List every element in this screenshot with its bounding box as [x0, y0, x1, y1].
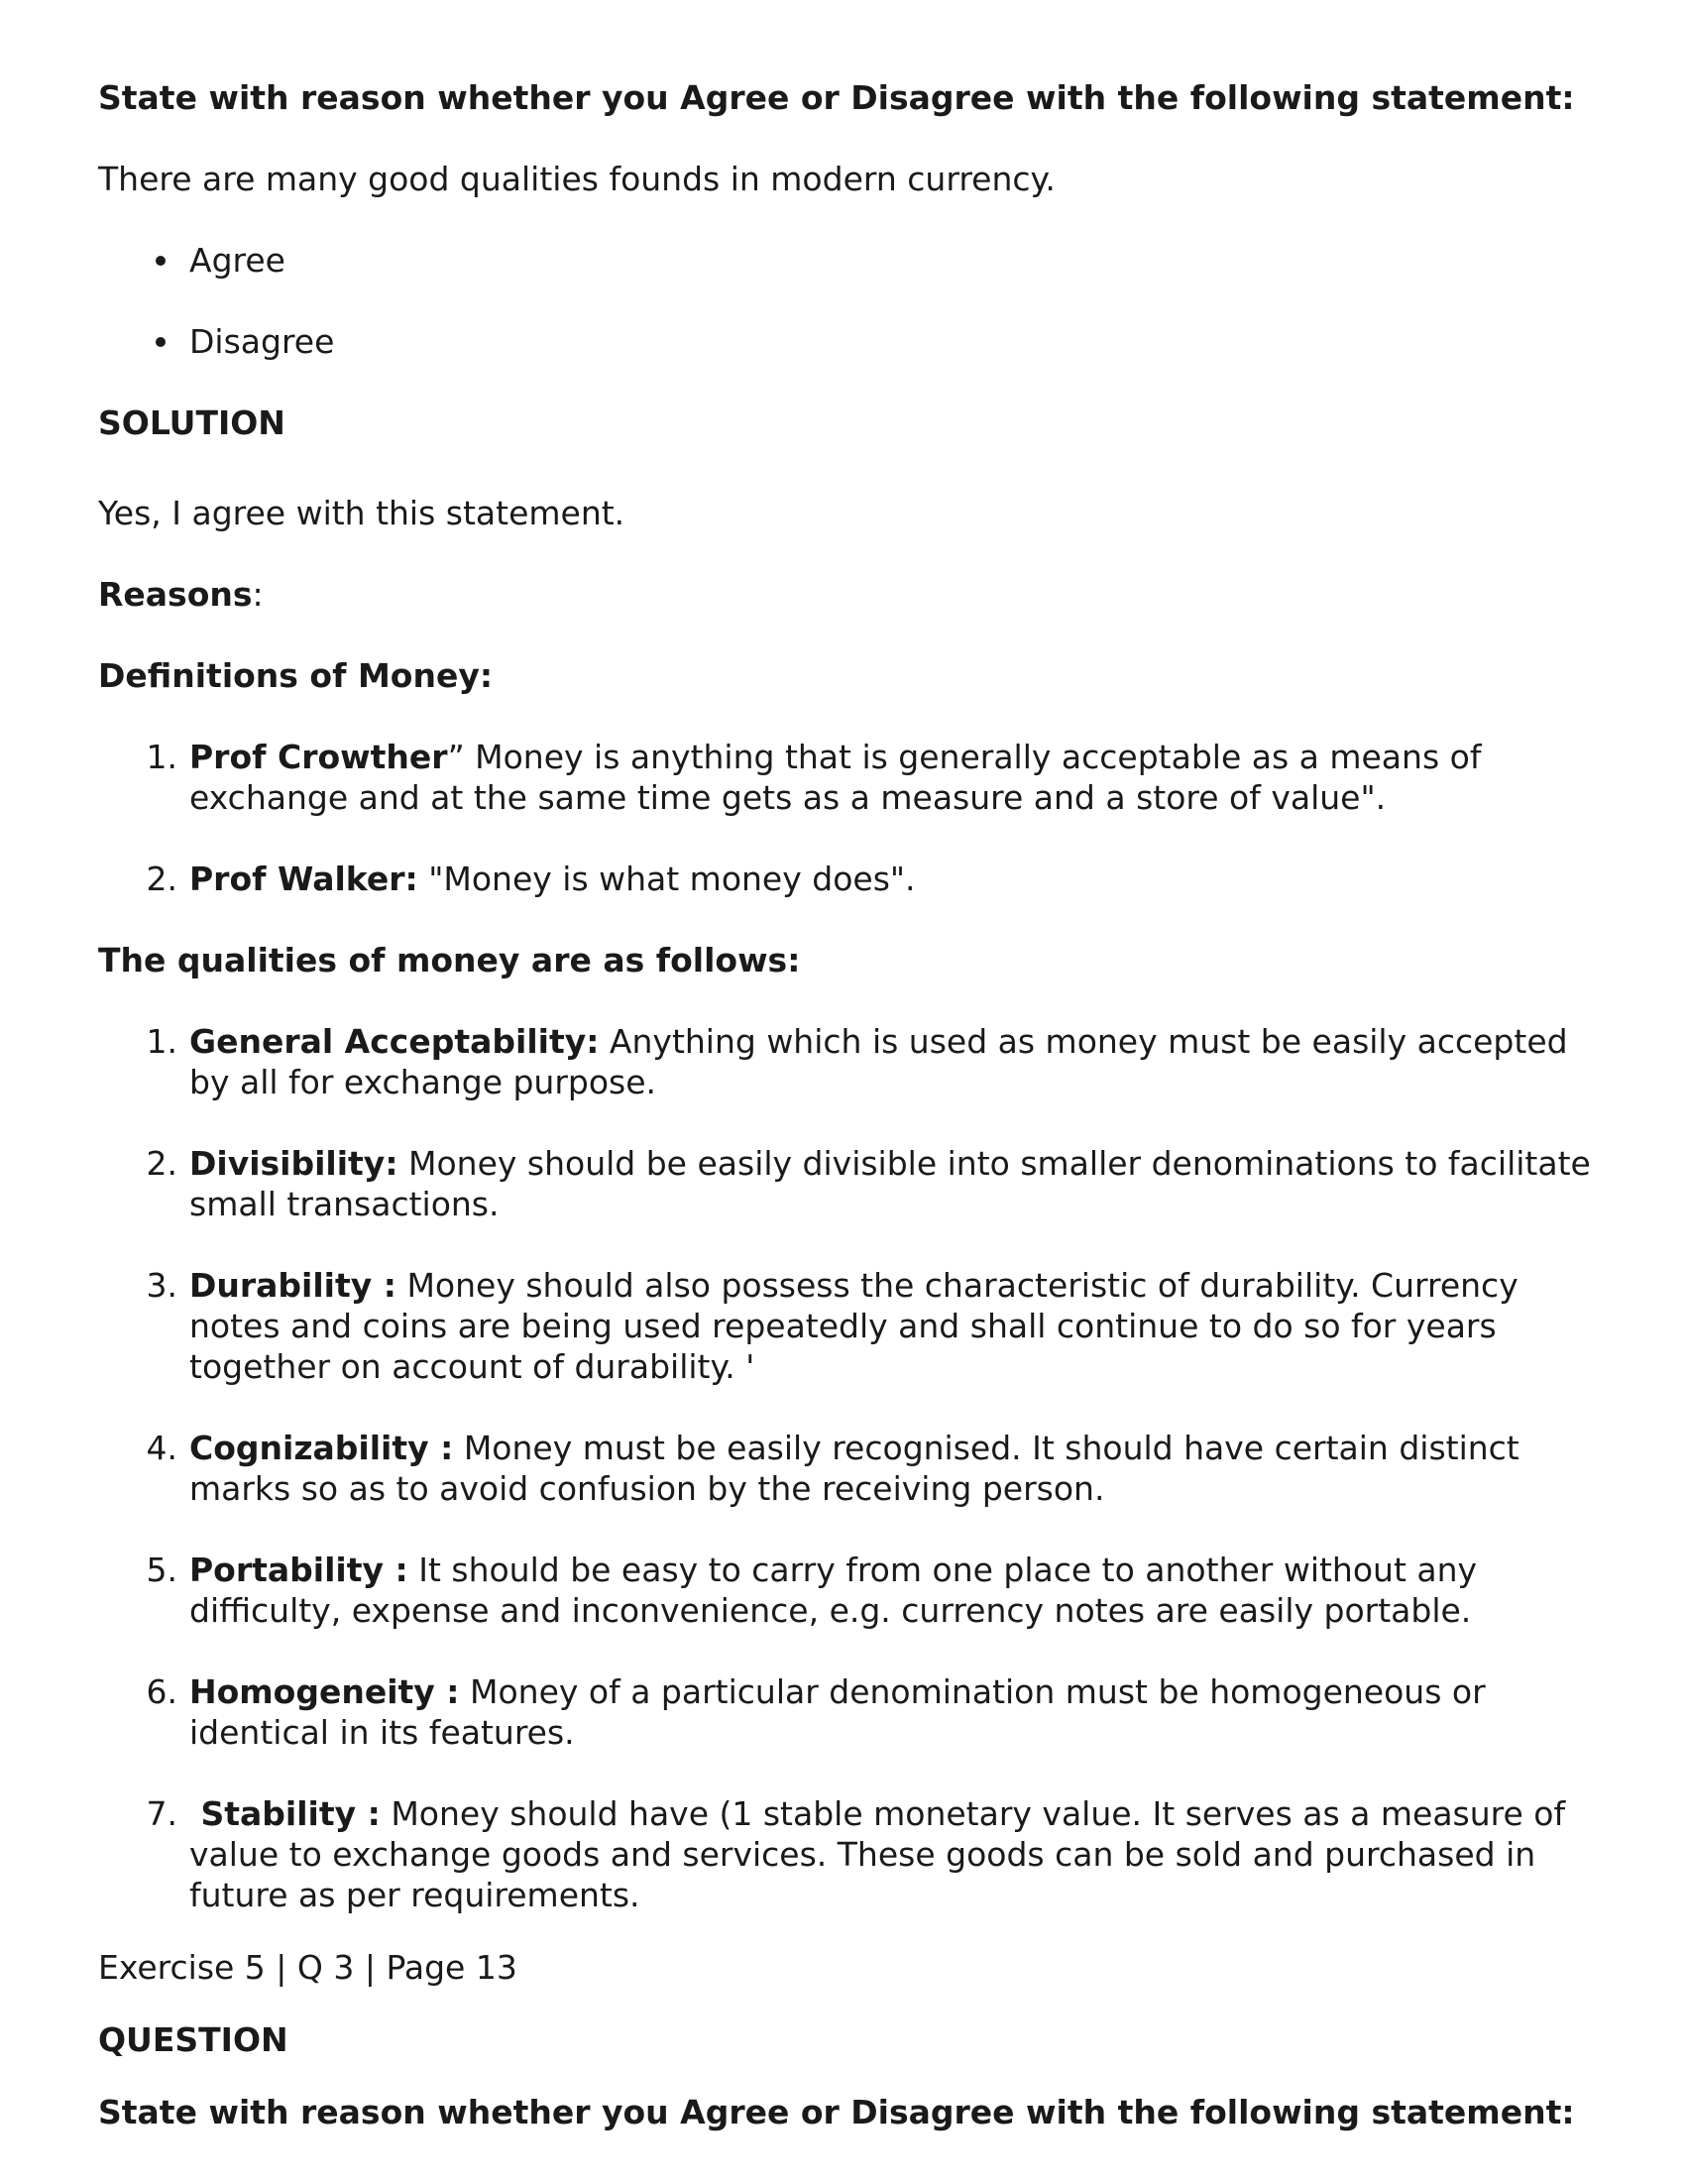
definition-term: Prof Walker:	[189, 860, 418, 898]
question-header: State with reason whether you Agree or Disagree with the following statement:	[98, 78, 1575, 117]
solution-label: SOLUTION	[98, 403, 285, 442]
list-number: 4.	[146, 1429, 177, 1467]
list-number: 1.	[146, 738, 177, 776]
qualities-list	[98, 1021, 1595, 1915]
document-page	[98, 77, 1595, 2132]
quality-term: Homogeneity :	[189, 1672, 460, 1711]
statement: There are many good qualities founds in modern currency.	[98, 160, 1056, 198]
quality-text: It should be easy to carry from one place to another without any difficulty, expense and inconvenience, e.g. currency notes are easily portable.	[189, 1551, 1478, 1630]
list-number: 7.	[146, 1794, 177, 1833]
quality-text: Money must be easily recognised. It should have certain distinct marks so as to avoid confusion by the receiving person.	[189, 1429, 1519, 1508]
list-number: 1.	[146, 1022, 177, 1061]
quality-item	[98, 1550, 1595, 1631]
question-label: QUESTION	[98, 2020, 288, 2059]
definition-item	[98, 859, 1595, 899]
option-agree: Agree	[98, 240, 1595, 281]
quality-text: Money should have (1 stable monetary value. It serves as a measure of value to exchange goods and services. These goods can be sold and purchased in future as per requirements.	[189, 1794, 1566, 1914]
quality-term: Stability :	[189, 1794, 381, 1833]
list-number: 2.	[146, 860, 177, 898]
list-number: 5.	[146, 1551, 177, 1589]
answer-text: Yes, I agree with this statement.	[98, 494, 625, 532]
definitions-list	[98, 737, 1595, 899]
definition-text: ” Money is anything that is generally acceptable as a means of exchange and at the same time gets as a measure and a store of value".	[189, 738, 1482, 817]
quality-item	[98, 1143, 1595, 1224]
quality-text: Money should be easily divisible into smaller denominations to facilitate small transactions.	[189, 1144, 1591, 1223]
exercise-reference: Exercise 5 | Q 3 | Page 13	[98, 1948, 517, 1987]
quality-item	[98, 1428, 1595, 1509]
options-list	[98, 240, 1595, 362]
definition-term: Prof Crowther	[189, 738, 448, 776]
quality-item	[98, 1793, 1595, 1915]
reasons-line	[98, 574, 1595, 615]
quality-item	[98, 1021, 1595, 1102]
quality-text: Money should also possess the characteristic of durability. Currency notes and coins are being used repeatedly and shall continue to do so for years together on account of durability. '	[189, 1266, 1519, 1386]
reasons-label: Reasons	[98, 575, 253, 614]
quality-item	[98, 1671, 1595, 1753]
quality-term: Durability :	[189, 1266, 396, 1305]
definitions-heading: Definitions of Money:	[98, 656, 494, 695]
quality-term: Divisibility:	[189, 1144, 398, 1183]
qualities-heading: The qualities of money are as follows:	[98, 941, 801, 979]
quality-term: Portability :	[189, 1551, 408, 1589]
definition-text: "Money is what money does".	[417, 860, 916, 898]
reasons-colon: :	[252, 575, 264, 614]
list-number: 6.	[146, 1672, 177, 1711]
list-number: 3.	[146, 1266, 177, 1305]
quality-term: Cognizability :	[189, 1429, 454, 1467]
quality-text: Anything which is used as money must be easily accepted by all for exchange purpose.	[189, 1022, 1568, 1101]
question-header-2: State with reason whether you Agree or Disagree with the following statement:	[98, 2093, 1575, 2131]
quality-item	[98, 1265, 1595, 1387]
definition-item	[98, 737, 1595, 818]
quality-text: Money of a particular denomination must be homogeneous or identical in its features.	[189, 1672, 1486, 1752]
option-disagree: Disagree	[98, 321, 1595, 362]
quality-term: General Acceptability:	[189, 1022, 600, 1061]
list-number: 2.	[146, 1144, 177, 1183]
